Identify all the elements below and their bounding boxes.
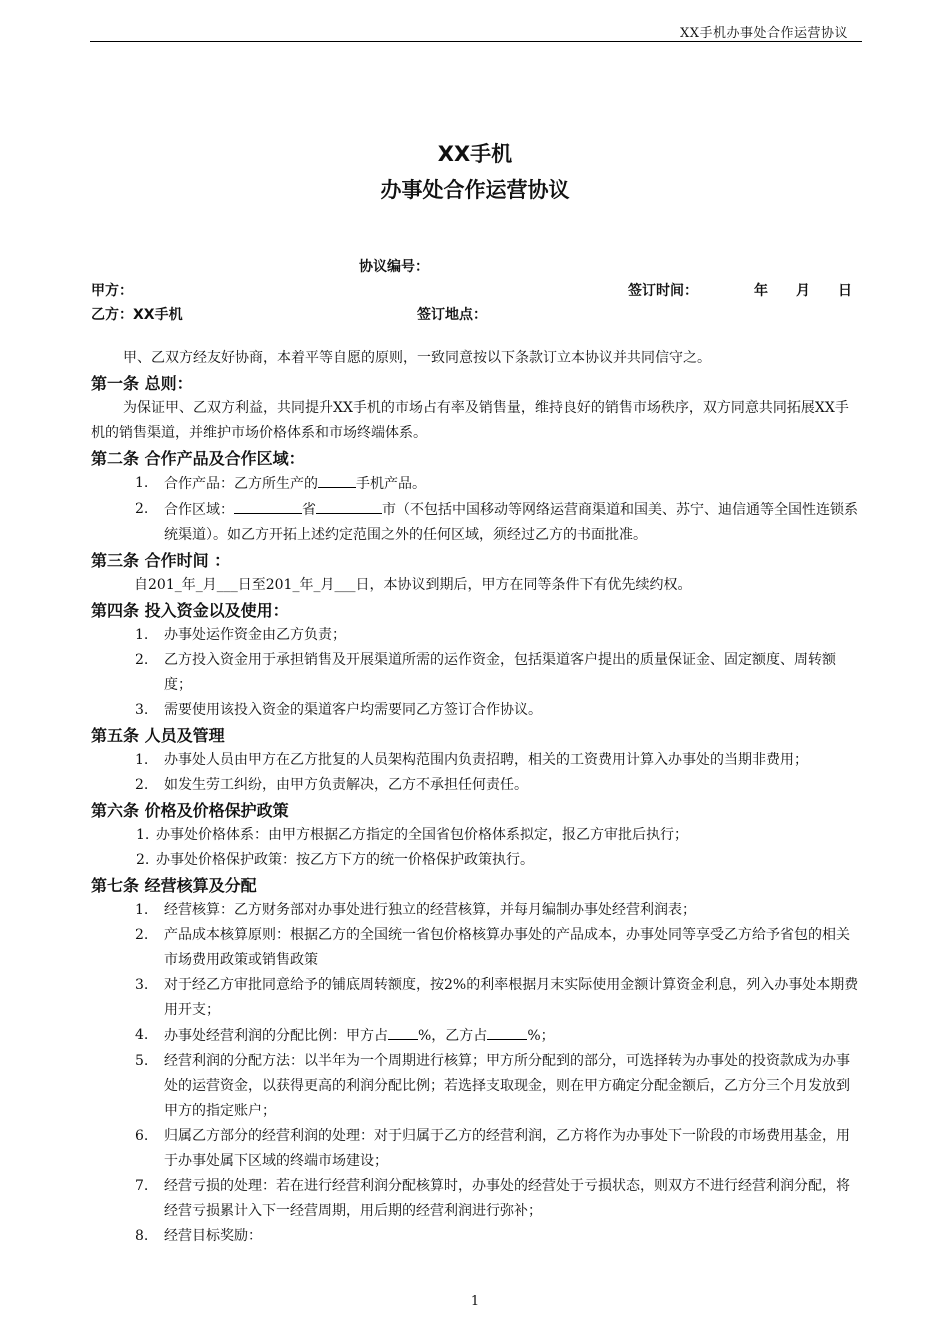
document-title-line2: 办事处合作运营协议 <box>380 178 570 202</box>
list-item <box>91 848 861 873</box>
list-number: 7. <box>135 1178 149 1194</box>
list-number: 1. <box>136 827 150 843</box>
list-text: 乙方投入资金用于承担销售及开展渠道所需的运作资金，包括渠道客户提出的质量保证金、固定额度、周转额度； <box>164 652 836 693</box>
fill-in-blank <box>234 497 302 514</box>
party-b-label: 乙方：XX手机 <box>91 307 183 323</box>
fill-in-blank <box>388 1023 418 1040</box>
list-number: 2. <box>135 927 149 943</box>
list-item <box>91 823 861 848</box>
intro-paragraph: 甲、乙双方经友好协商，本着平等自愿的原则，一致同意按以下条款订立本协议并共同信守之。 <box>123 350 711 366</box>
section-4-heading: 第四条 投入资金以及使用： <box>91 601 289 620</box>
list-number: 1. <box>135 475 149 491</box>
text-run: %，乙方占 <box>418 1028 488 1044</box>
list-item <box>91 471 861 497</box>
list-item <box>91 973 861 1023</box>
list-number: 2. <box>135 652 149 668</box>
list-number: 1. <box>135 627 149 643</box>
list-text <box>164 497 861 548</box>
page-number: 1 <box>470 1294 480 1309</box>
list-item <box>91 1224 861 1249</box>
list-item <box>91 923 861 973</box>
section-3-heading: 第三条 合作时间 ： <box>91 551 231 570</box>
agreement-body <box>91 346 861 1249</box>
header-rule <box>90 41 862 42</box>
list-text: 归属乙方部分的经营利润的处理：对于归属于乙方的经营利润，乙方将作为办事处下一阶段的市场费用基金，用于办事处属下区域的终端市场建设； <box>164 1128 850 1169</box>
list-item <box>91 1124 861 1174</box>
list-text: 办事处价格保护政策：按乙方下方的统一价格保护政策执行。 <box>156 852 534 868</box>
list-number: 8. <box>135 1228 149 1244</box>
list-item <box>91 898 861 923</box>
list-text: 经营利润的分配方法：以半年为一个周期进行核算；甲方所分配到的部分，可选择转为办事处的投资款成为办事处的运营资金，以获得更高的利润分配比例；若选择支取现金，则在甲方确定分配金额后，乙方分三个月发放到甲方的指定账户； <box>164 1053 850 1119</box>
list-text: 经营目标奖励： <box>164 1228 262 1244</box>
list-number: 4. <box>135 1027 149 1043</box>
list-item <box>91 773 861 798</box>
list-text: 产品成本核算原则：根据乙方的全国统一省包价格核算办事处的产品成本，办事处同等享受乙方给予省包的相关市场费用政策或销售政策 <box>164 927 850 968</box>
fill-in-blank <box>487 1023 527 1040</box>
sign-date-units: 年 月 日 <box>754 283 852 299</box>
list-number: 2. <box>135 501 149 517</box>
list-item <box>91 1174 861 1224</box>
running-header: XX手机办事处合作运营协议 <box>679 26 848 41</box>
list-item <box>91 1049 861 1124</box>
list-item <box>91 1023 861 1049</box>
list-text: 办事处运作资金由乙方负责； <box>164 627 346 643</box>
list-text <box>164 1023 861 1049</box>
list-item <box>91 497 861 548</box>
section-1-heading: 第一条 总则： <box>91 374 193 393</box>
list-item <box>91 623 861 648</box>
list-number: 6. <box>135 1128 149 1144</box>
list-text: 办事处人员由甲方在乙方批复的人员架构范围内负责招聘，相关的工资费用计算入办事处的当期非费用； <box>164 752 808 768</box>
list-number: 5. <box>135 1053 149 1069</box>
list-text <box>164 471 861 497</box>
list-item <box>91 698 861 723</box>
text-run: 办事处经营利润的分配比例：甲方占 <box>164 1028 388 1044</box>
list-number: 1. <box>135 752 149 768</box>
text-run: 合作区域： <box>164 502 234 518</box>
text-run: 合作产品：乙方所生产的 <box>164 476 318 492</box>
list-text: 如发生劳工纠纷，由甲方负责解决，乙方不承担任何责任。 <box>164 777 528 793</box>
list-number: 1. <box>135 902 149 918</box>
list-number: 2. <box>135 777 149 793</box>
list-number: 3. <box>135 977 149 993</box>
section-5-heading: 第五条 人员及管理 <box>91 726 225 745</box>
list-text: 需要使用该投入资金的渠道客户均需要同乙方签订合作协议。 <box>164 702 542 718</box>
list-item <box>91 648 861 698</box>
list-text: 经营核算：乙方财务部对办事处进行独立的经营核算，并每月编制办事处经营利润表； <box>164 902 696 918</box>
text-run: 市（不包括中国移动等网络运营商渠道和国美、苏宁、迪信通等全国性连锁系统渠道）。如乙方开拓上述约定范围之外的任何区域，须经过乙方的书面批准。 <box>164 502 858 543</box>
agreement-number-label: 协议编号： <box>359 259 429 275</box>
document-title-line1: XX手机 <box>437 142 513 166</box>
text-run: %； <box>527 1028 555 1044</box>
fill-in-blank <box>318 471 356 488</box>
section-3-text: 自201_年_月___日至201_年_月___日，本协议到期后，甲方在同等条件下有优先续约权。 <box>134 577 692 593</box>
fill-in-blank <box>316 497 382 514</box>
text-run: 省 <box>302 502 316 518</box>
section-1-text: 为保证甲、乙双方利益，共同提升XX手机的市场占有率及销售量，维持良好的销售市场秩序，双方同意共同拓展XX手机的销售渠道，并维护市场价格体系和市场终端体系。 <box>91 400 849 441</box>
section-2-heading: 第二条 合作产品及合作区域： <box>91 449 305 468</box>
list-text: 办事处价格体系：由甲方根据乙方指定的全国省包价格体系拟定，报乙方审批后执行； <box>156 827 688 843</box>
list-text: 对于经乙方审批同意给予的铺底周转额度，按2%的利率根据月末实际使用金额计算资金利息，列入办事处本期费用开支； <box>164 977 859 1018</box>
list-number: 3. <box>135 702 149 718</box>
party-a-label: 甲方： <box>91 283 133 299</box>
sign-place-label: 签订地点： <box>417 307 487 323</box>
list-item <box>91 748 861 773</box>
section-6-heading: 第六条 价格及价格保护政策 <box>91 801 289 820</box>
list-number: 2. <box>136 852 150 868</box>
list-text: 经营亏损的处理：若在进行经营利润分配核算时，办事处的经营处于亏损状态，则双方不进行经营利润分配，将经营亏损累计入下一经营周期，用后期的经营利润进行弥补； <box>164 1178 850 1219</box>
text-run: 手机产品。 <box>356 476 426 492</box>
section-7-heading: 第七条 经营核算及分配 <box>91 876 257 895</box>
sign-date-label: 签订时间： <box>628 283 698 299</box>
